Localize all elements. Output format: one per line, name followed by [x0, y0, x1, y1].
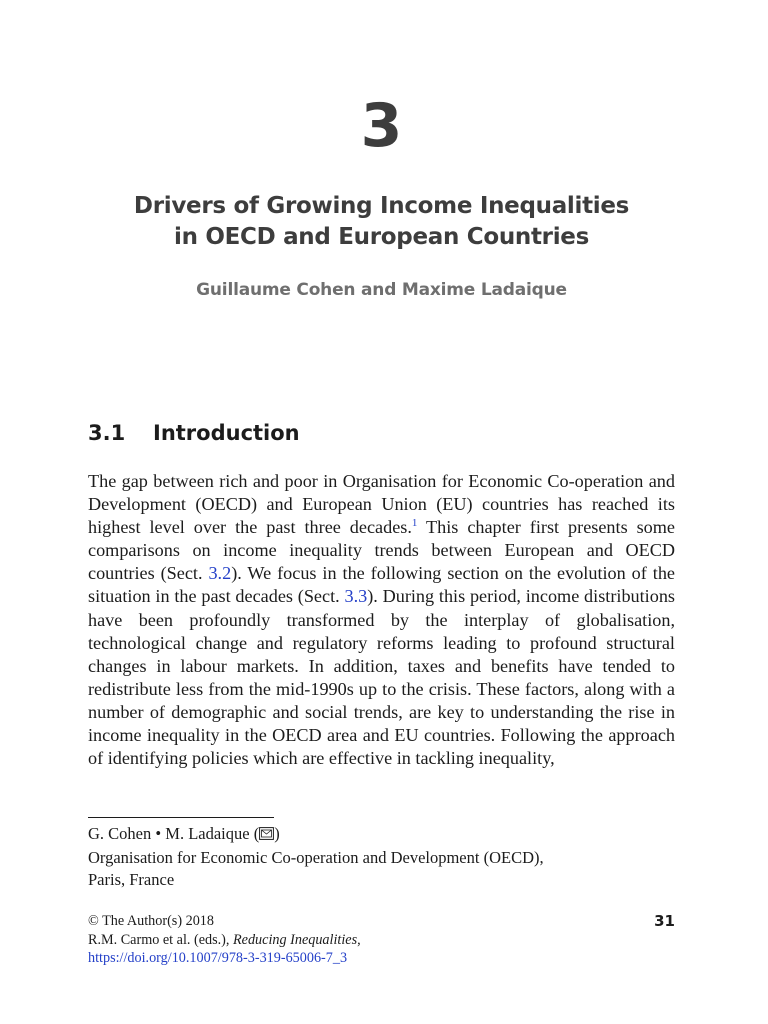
- section-ref-link[interactable]: 3.2: [208, 563, 232, 584]
- citation-suffix: ,: [357, 931, 361, 948]
- footnote-divider: [88, 817, 274, 818]
- author-names-close: ): [274, 824, 280, 843]
- body-paragraph: [88, 470, 675, 770]
- copyright-block: [88, 912, 568, 968]
- organisation-line: Organisation for Economic Co-operation and Development (OECD),: [88, 847, 544, 867]
- chapter-authors: Guillaume Cohen and Maxime Ladaique: [196, 280, 567, 300]
- body-text-segment: The gap between rich and poor in Organisation for Economic Co-operation and Development (OECD) and European Union (EU) countries has reached its highest level over the past three decades.: [88, 471, 675, 538]
- book-title: Reducing Inequalities: [233, 931, 358, 948]
- page-number: 31: [654, 912, 675, 930]
- citation-line: [88, 931, 568, 950]
- footnote-ref-link[interactable]: 1: [411, 517, 418, 530]
- author-names-line: [88, 823, 675, 847]
- section-heading: [88, 418, 675, 448]
- chapter-title: [88, 191, 675, 253]
- author-names: G. Cohen • M. Ladaique (: [88, 824, 260, 843]
- section-title: Introduction: [153, 421, 300, 445]
- envelope-icon[interactable]: [259, 824, 274, 847]
- section-ref-link[interactable]: 3.3: [344, 586, 368, 607]
- chapter-number: 3: [360, 91, 403, 161]
- chapter-title-line-2: in OECD and European Countries: [173, 224, 589, 250]
- chapter-title-line-1: Drivers of Growing Income Inequalities: [133, 193, 630, 219]
- location-line: Paris, France: [88, 870, 175, 889]
- author-affiliation: [88, 823, 675, 892]
- copyright-line: © The Author(s) 2018: [88, 913, 214, 929]
- body-text-segment: ). We focus in the following section on the evolution of the situation in the past decades (Sect.: [88, 563, 675, 607]
- doi-link[interactable]: https://doi.org/10.1007/978-3-319-65006-7_3: [88, 950, 348, 966]
- body-text-segment: ). During this period, income distributions have been profoundly transformed by the interplay of globalisation, technological change and regulatory reforms leading to profound structural changes in labour markets. In addition, taxes and benefits have tended to redistribute less from the mid-1990s up to the crisis. These factors, along with a number of demographic and social trends, are key to understanding the rise in income inequality in the OECD area and EU countries. Following the approach of identifying policies which are effective in tackling inequality,: [88, 586, 675, 769]
- body-text-segment: This chapter first presents some comparisons on income inequality trends between European and OECD countries (Sect.: [88, 517, 675, 584]
- book-page: [88, 0, 675, 1024]
- section-number: 3.1: [88, 421, 126, 445]
- citation-editors: R.M. Carmo et al. (eds.),: [88, 931, 233, 948]
